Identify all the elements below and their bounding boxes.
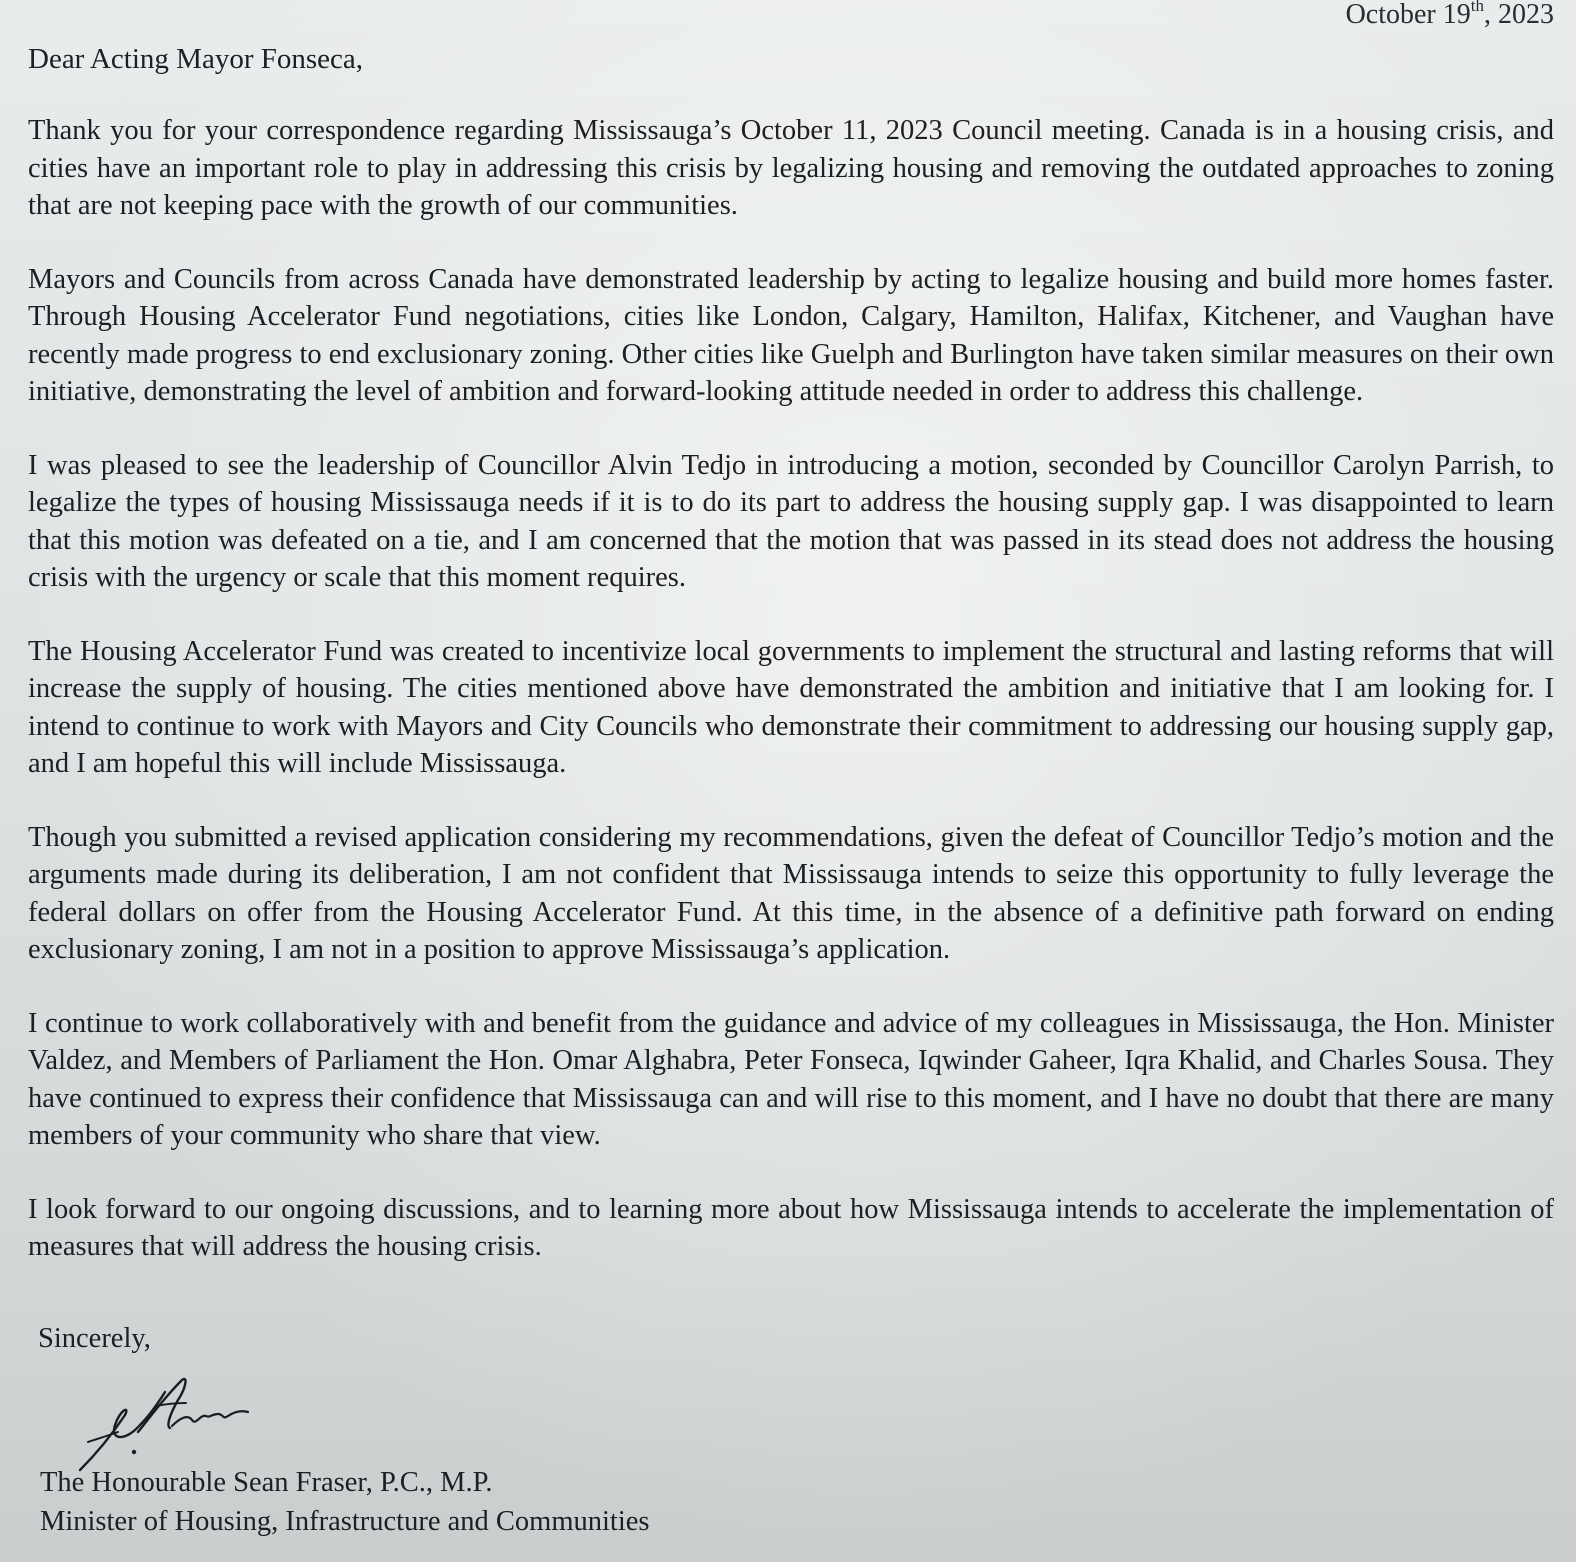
paragraph-6: I continue to work collaboratively with and benefit from the guidance and advice of my colleagues in Mississauga, the Hon. Minister Valdez, and Members of Parliament the Hon. Omar Alghabra, Peter Fonseca, Iqwinder Gaheer, Iqra Khalid, and Charles Sousa. They have continued to express their confidence that Mississauga can and will rise to this moment, and I have no doubt that there are many members of your community who share that view. [28,1007,1554,1151]
letter-date [1346,0,1554,30]
letter-body [28,112,1554,1302]
paragraph-4: The Housing Accelerator Fund was created to incentivize local governments to implement the structural and lasting reforms that will increase the supply of housing. The cities mentioned above have demonstrated the ambition and initiative that I am looking for. I intend to continue to work with Mayors and City Councils who demonstrate their commitment to addressing our housing supply gap, and I am hopeful this will include Mississauga. [28,635,1554,779]
handwritten-signature [70,1370,270,1480]
paragraph-7: I look forward to our ongoing discussions, and to learning more about how Mississauga intends to accelerate the implementation of measures that will address the housing crisis. [28,1193,1554,1262]
date-month-day: October 19 [1345,0,1471,30]
closing: Sincerely, [38,1323,151,1354]
date-year: , 2023 [1484,0,1554,30]
date-ordinal-suffix: th [1470,0,1484,15]
paragraph-2: Mayors and Councils from across Canada have demonstrated leadership by acting to legalize housing and build more homes faster. Through Housing Accelerator Fund negotiations, cities like London, Calgary, Hamilton, Halifax, Kitchener, and Vaughan have recently made progress to end exclusionary zoning. Other cities like Guelph and Burlington have taken similar measures on their own initiative, demonstrating the level of ambition and forward-looking attitude needed in order to address this challenge. [28,263,1554,407]
signatory-title: Minister of Housing, Infrastructure and Communities [40,1506,650,1537]
paragraph-1: Thank you for your correspondence regarding Mississauga’s October 11, 2023 Council meeting. Canada is in a housing crisis, and cities have an important role to play in addressing this crisis by legalizing housing and removing the outdated approaches to zoning that are not keeping pace with the growth of our communities. [28,115,1554,221]
paragraph-3: I was pleased to see the leadership of Councillor Alvin Tedjo in introducing a motion, seconded by Councillor Carolyn Parrish, to legalize the types of housing Mississauga needs if it is to do its part to address the housing supply gap. I was disappointed to learn that this motion was defeated on a tie, and I am concerned that the motion that was passed in its stead does not address the housing crisis with the urgency or scale that this moment requires. [28,449,1554,593]
signatory-name: The Honourable Sean Fraser, P.C., M.P. [40,1467,493,1498]
salutation: Dear Acting Mayor Fonseca, [28,43,364,75]
paragraph-5: Though you submitted a revised application considering my recommendations, given the defeat of Councillor Tedjo’s motion and the arguments made during its deliberation, I am not confident that Mississauga intends to seize this opportunity to fully leverage the federal dollars on offer from the Housing Accelerator Fund. At this time, in the absence of a definitive path forward on ending exclusionary zoning, I am not in a position to approve Mississauga’s application. [28,821,1554,965]
